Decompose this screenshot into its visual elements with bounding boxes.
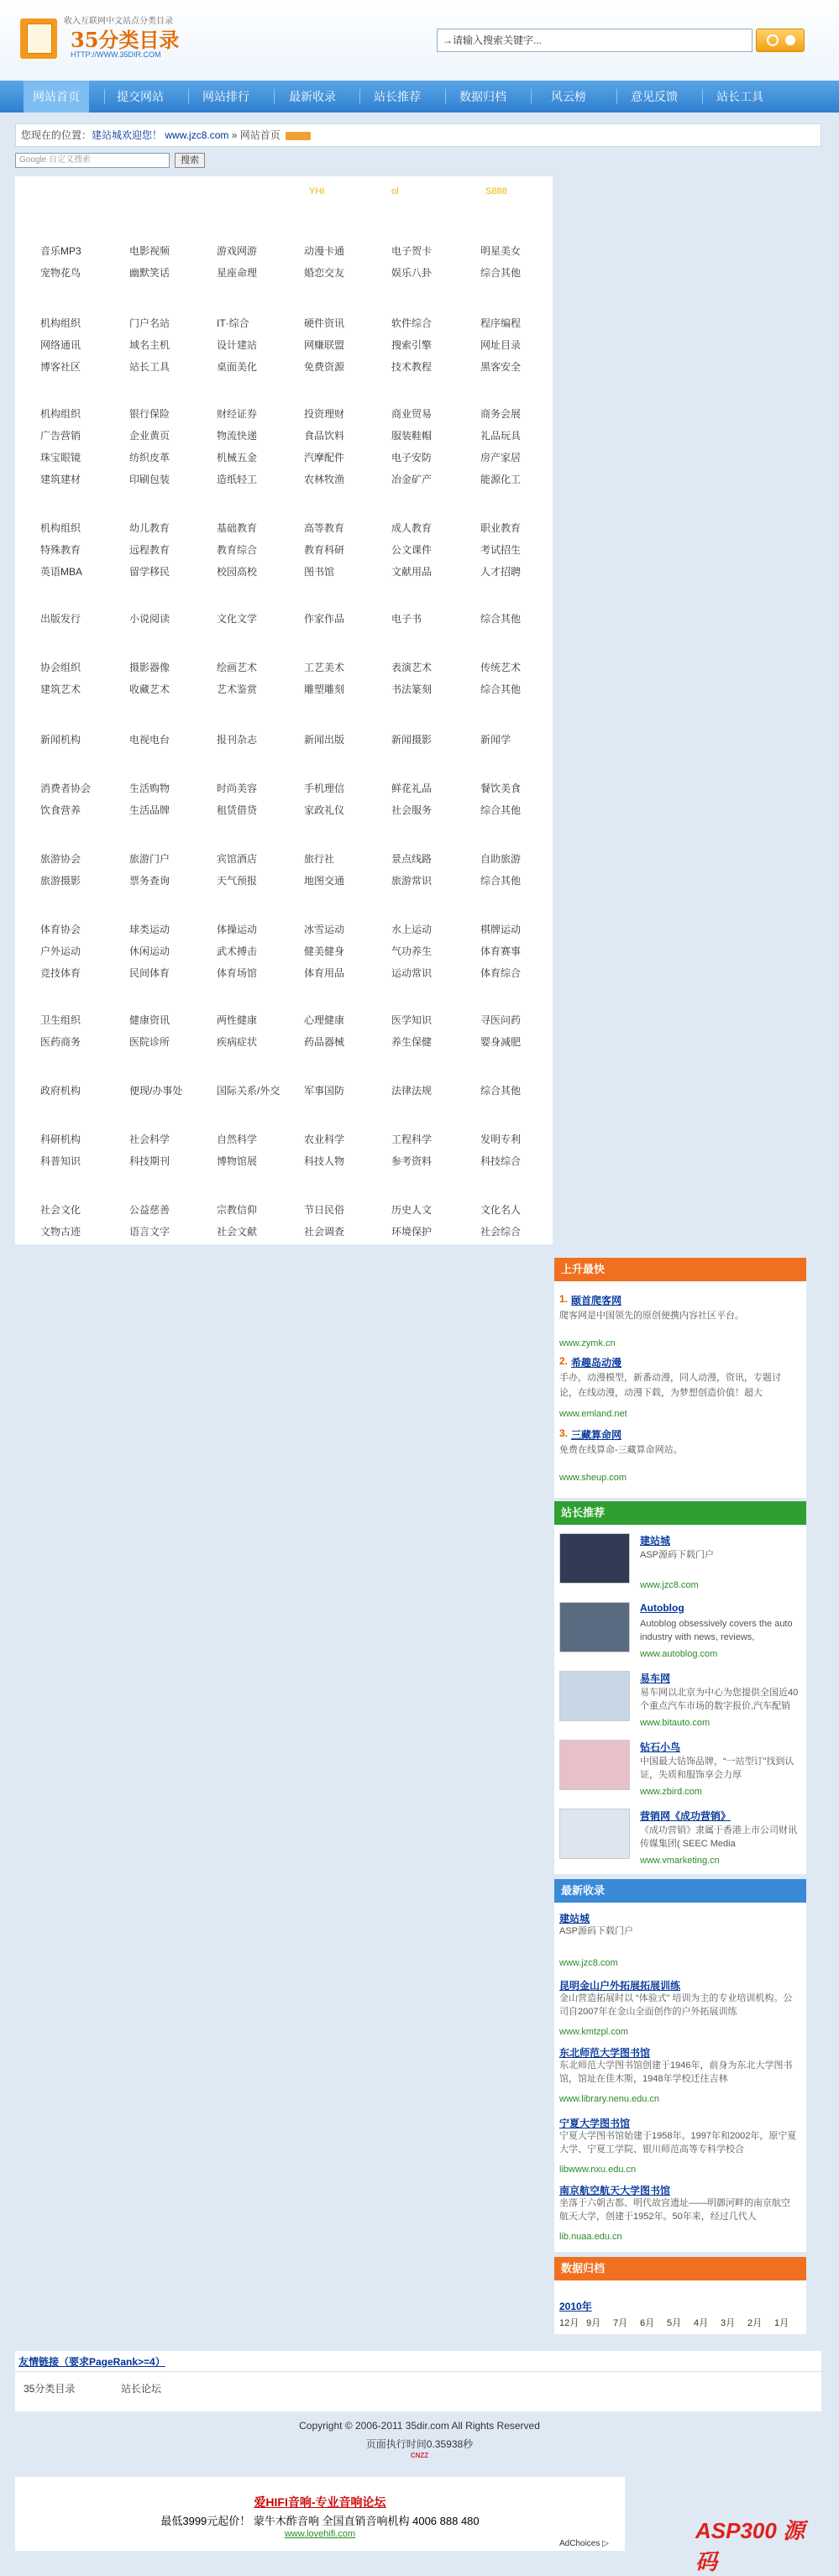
site-thumbnail[interactable] (559, 1533, 630, 1584)
category-link[interactable]: 工程科学 (391, 1134, 433, 1145)
category-link[interactable]: 法律法规 (391, 1085, 433, 1097)
recommend-site-desc: 易车网以北京为中心为您提供全国近40个重点汽车市场的数字报价,汽车配销 (640, 1688, 799, 1711)
category-link[interactable]: 公文课件 (391, 544, 433, 556)
category-link[interactable]: 黑客安全 (480, 361, 522, 373)
category-link[interactable]: 雕塑雕刻 (304, 683, 345, 695)
category-link[interactable]: 综合其他 (480, 804, 522, 816)
latest-site-desc: 坐落于六朝古都、明代故宫遗址——明御河畔的南京航空航天大学，创建于1952年。50年来，经过几代人 (559, 2198, 790, 2222)
category-link[interactable]: 科研机构 (40, 1134, 81, 1145)
breadcrumb-site[interactable]: 建站城欢迎您！ (92, 129, 163, 141)
archive-month-link[interactable]: 6月 (640, 2318, 655, 2328)
top-link[interactable]: S888 (485, 186, 507, 196)
category-link[interactable]: 养生保健 (391, 1036, 433, 1048)
category-link[interactable]: 小说阅读 (129, 613, 170, 625)
top-links (15, 186, 553, 200)
rss-badge[interactable] (286, 132, 311, 140)
friend-link[interactable]: 站长论坛 (121, 2383, 162, 2395)
category-link[interactable]: 造纸轻工 (217, 474, 258, 485)
category-link[interactable]: 手机理信 (304, 783, 345, 794)
archive-month-link[interactable]: 9月 (586, 2318, 601, 2328)
category-link[interactable]: 游戏网游 (217, 245, 258, 257)
category-link[interactable]: 社会综合 (480, 1226, 522, 1238)
category-link[interactable]: 家政礼仪 (304, 804, 345, 816)
nav-tools[interactable]: 站长工具 (716, 90, 763, 103)
recommend-title: 站长推荐 (554, 1501, 806, 1525)
category-link[interactable]: 药品器械 (304, 1036, 345, 1048)
category-link[interactable]: 技术教程 (391, 361, 433, 373)
copyright: Copyright © 2006-2011 35dir.com All Rights Reserved (299, 2420, 540, 2432)
category-link[interactable]: 科技综合 (480, 1155, 522, 1167)
category-link[interactable]: 搜索引擎 (391, 339, 433, 351)
site-logo[interactable] (20, 12, 188, 67)
category-link[interactable]: 体育协会 (40, 924, 81, 935)
category-link[interactable]: 网络通讯 (40, 339, 81, 351)
category-link[interactable]: 博物馆展 (217, 1155, 258, 1167)
category-link[interactable]: 博客社区 (40, 361, 81, 373)
category-link[interactable]: 娱乐八卦 (391, 267, 433, 279)
recommend-site-url[interactable]: www.vmarketing.cn (640, 1856, 720, 1866)
category-link[interactable]: 建筑建材 (40, 474, 81, 485)
category-link[interactable]: 印刷包装 (129, 474, 170, 485)
category-link[interactable]: 旅游摄影 (40, 875, 81, 887)
category-link[interactable]: 心理健康 (304, 1014, 345, 1026)
category-link[interactable]: 文化文学 (217, 613, 258, 625)
recommend-site-link[interactable]: 营销网《成功营销》 (640, 1810, 732, 1822)
category-link[interactable]: 环境保护 (391, 1226, 433, 1238)
category-link[interactable]: 宗教信仰 (217, 1204, 258, 1216)
logo-name: 35分类目录 (71, 28, 180, 52)
category-link[interactable]: 社会调查 (304, 1226, 345, 1238)
nav-ranking[interactable]: 网站排行 (202, 90, 249, 103)
category-link[interactable]: 明星美女 (480, 245, 522, 257)
category-link[interactable]: 免费资源 (304, 361, 345, 373)
latest-title: 最新收录 (554, 1879, 806, 1903)
category-link[interactable]: 艺术鉴赏 (217, 683, 258, 695)
breadcrumb-url[interactable]: www.jzc8.com (165, 129, 229, 141)
recommend-site-desc: Autoblog obsessively covers the auto industry with news, reviews, (640, 1619, 793, 1642)
logo-slogan: 收入互联网中文站点分类目录 (64, 17, 173, 26)
category-link[interactable]: 民间体育 (129, 967, 170, 979)
category-link[interactable]: 运动常识 (391, 967, 433, 979)
category-link[interactable]: 自然科学 (217, 1134, 258, 1145)
category-link[interactable]: 综合其他 (480, 267, 522, 279)
nav-archive[interactable]: 数据归档 (459, 90, 506, 103)
cnzz-badge[interactable]: CNZZ (410, 2452, 429, 2459)
recommend-site-url[interactable]: www.autoblog.com (640, 1649, 718, 1659)
recommend-site-link[interactable]: Autoblog (640, 1602, 684, 1614)
recommend-site-desc: 《成功营销》隶属于香港上市公司财讯传媒集团( SEEC Media (640, 1825, 797, 1849)
site-thumbnail[interactable] (559, 1809, 630, 1859)
nav-divider (274, 89, 275, 104)
category-link[interactable]: 体操运动 (217, 924, 258, 935)
category-link[interactable]: 商务会展 (480, 408, 522, 420)
nav-divider (445, 89, 446, 104)
category-link[interactable]: 竞技体育 (40, 967, 81, 979)
latest-site-url[interactable]: www.library.nenu.edu.cn (559, 2094, 660, 2104)
top-link[interactable]: YHI (309, 186, 325, 196)
rank-number: 1. (559, 1293, 569, 1305)
exec-time: 页面执行时间0.35938秒 (365, 2438, 474, 2450)
category-link[interactable]: 动漫卡通 (304, 245, 345, 257)
archive-month-link[interactable]: 7月 (613, 2318, 628, 2328)
category-link[interactable]: 健美健身 (304, 945, 345, 957)
category-link[interactable]: 医药商务 (40, 1036, 81, 1048)
category-link[interactable]: 教育科研 (304, 544, 345, 556)
search-input[interactable]: →请输入搜索关键字... (437, 29, 752, 52)
site-thumbnail[interactable] (559, 1740, 630, 1790)
category-link[interactable]: 校园高校 (217, 566, 258, 578)
category-link[interactable]: 历史人文 (391, 1204, 433, 1216)
category-link[interactable]: 考试招生 (480, 544, 522, 556)
friend-links (15, 2351, 821, 2411)
category-link[interactable]: 广告营销 (40, 430, 81, 442)
category-link[interactable]: 幽默笑话 (129, 267, 170, 279)
category-link[interactable]: 纺织皮革 (129, 452, 170, 463)
category-link[interactable]: 旅游常识 (391, 875, 433, 887)
category-link[interactable]: 综合其他 (480, 1085, 522, 1097)
category-link[interactable]: 成人教育 (391, 522, 433, 534)
main-nav (0, 81, 839, 113)
rising-site-link[interactable]: 三藏算命网 (571, 1429, 622, 1441)
rising-site-link[interactable]: 希趣岛动漫 (571, 1357, 622, 1369)
friend-links-title: 友情链接（要求PageRank>=4） (18, 2356, 165, 2368)
category-link[interactable]: 综合其他 (480, 613, 522, 625)
rising-title: 上升最快 (554, 1258, 806, 1281)
rank-number: 2. (559, 1355, 569, 1367)
site-thumbnail[interactable] (559, 1671, 630, 1721)
nav-recommend[interactable]: 站长推荐 (374, 90, 421, 103)
category-link[interactable]: 地图交通 (304, 875, 345, 887)
google-search-input[interactable]: Google 自定义搜索 (15, 153, 170, 168)
category-link[interactable]: 教育综合 (217, 544, 258, 556)
category-link[interactable]: 机构组织 (40, 408, 81, 420)
category-link[interactable]: 科普知识 (40, 1155, 81, 1167)
category-link[interactable]: 棋牌运动 (480, 924, 522, 935)
archive-month-link[interactable]: 3月 (721, 2318, 736, 2328)
category-link[interactable]: 投资理财 (304, 408, 345, 420)
latest-site-url[interactable]: www.jzc8.com (559, 1958, 618, 1968)
category-link[interactable]: 疾病症状 (217, 1036, 258, 1048)
category-link[interactable]: 硬件资讯 (304, 317, 345, 329)
breadcrumb (15, 123, 821, 147)
rising-site-desc: 手办，动漫模型，新番动漫，同人动漫，资讯，专题讨论，在线动漫，动漫下载，为梦想创造价值！超大 (559, 1373, 781, 1398)
recommend-site-url[interactable]: www.zbird.com (640, 1787, 702, 1797)
category-link[interactable]: 作家作品 (304, 613, 345, 625)
category-link[interactable]: 宠物花鸟 (40, 267, 81, 279)
category-link[interactable]: 农林牧渔 (304, 474, 345, 485)
category-link[interactable]: 特殊教育 (40, 544, 81, 556)
latest-site-desc: 金山营造拓展时以 “体验式” 培训为主的专业培训机构。公司自2007年在金山全面创作的户外拓展训练 (559, 1993, 793, 2017)
category-link[interactable]: 电子贺卡 (391, 245, 433, 257)
category-link[interactable]: 收藏艺术 (129, 683, 170, 695)
latest-site-link[interactable]: 宁夏大学图书馆 (559, 2118, 631, 2129)
category-link[interactable]: 旅行社 (304, 853, 335, 865)
nav-divider (616, 89, 617, 104)
rising-site-url[interactable]: www.zymk.cn (559, 1338, 616, 1348)
category-link[interactable]: 远程教育 (129, 544, 170, 556)
category-link[interactable]: 传统艺术 (480, 662, 522, 673)
category-link[interactable]: 休闲运动 (129, 945, 170, 957)
category-link[interactable]: 政府机构 (40, 1085, 81, 1097)
rising-site-url[interactable]: www.sheup.com (559, 1473, 627, 1483)
ad-url[interactable]: www.lovehifi.com (284, 2529, 356, 2539)
category-link[interactable]: 设计建站 (217, 339, 258, 351)
category-link[interactable]: 便现/办事处 (129, 1085, 183, 1097)
category-link[interactable]: 新闻机构 (40, 734, 81, 746)
search-button[interactable] (756, 29, 805, 52)
category-link[interactable]: 报刊杂志 (217, 734, 258, 746)
category-link[interactable]: 水上运动 (391, 924, 433, 935)
category-link[interactable]: 体育综合 (480, 967, 522, 979)
category-link[interactable]: 气功养生 (391, 945, 433, 957)
archive-title: 数据归档 (554, 2257, 806, 2280)
category-link[interactable]: 国际关系/外交 (217, 1085, 281, 1097)
category-link[interactable]: 冰雪运动 (304, 924, 345, 935)
category-link[interactable]: 表演艺术 (391, 662, 433, 673)
divider (15, 2371, 821, 2372)
nav-divider (104, 89, 105, 104)
category-link[interactable]: 鲜花礼品 (391, 783, 433, 794)
category-link[interactable]: 房产家居 (480, 452, 522, 463)
category-link[interactable]: 参考资料 (391, 1155, 433, 1167)
category-link[interactable]: 新闻学 (480, 734, 511, 746)
archive-month-link[interactable]: 2月 (747, 2318, 763, 2328)
category-link[interactable]: 基础教育 (217, 522, 258, 534)
asp300-text: ASP300 源码 (695, 2518, 805, 2574)
category-link[interactable]: IT·综合 (217, 317, 249, 329)
latest-site-link[interactable]: 南京航空航天大学图书馆 (559, 2185, 671, 2196)
google-search-button[interactable]: 搜索 (175, 153, 205, 168)
nav-submit[interactable]: 提交网站 (117, 90, 164, 103)
adchoices-link[interactable]: AdChoices ▷ (559, 2539, 609, 2548)
category-link[interactable]: 科技期刊 (129, 1155, 170, 1167)
category-link[interactable]: 宾馆酒店 (217, 853, 258, 865)
category-link[interactable]: 餐饮美食 (480, 783, 522, 794)
category-link[interactable]: 摄影器像 (129, 662, 170, 673)
category-link[interactable]: 电子书 (391, 613, 422, 625)
category-link[interactable]: 站长工具 (129, 361, 170, 373)
category-link[interactable]: 机构组织 (40, 317, 81, 329)
category-link[interactable]: 网址目录 (480, 339, 522, 351)
recommend-site-url[interactable]: www.bitauto.com (640, 1718, 711, 1728)
ad-headline[interactable]: 爱HIFI音响-专业音响论坛 (254, 2495, 386, 2509)
latest-site-desc: ASP源码下载门户 (559, 1926, 634, 1936)
friend-link[interactable]: 35分类目录 (24, 2383, 76, 2395)
category-link[interactable]: 能源化工 (480, 474, 522, 485)
category-link[interactable]: 门户名站 (129, 317, 170, 329)
ad-text: 最低3999元起价！ 蒙牛木酢音响 全国直销音响机构 4006 888 480 (160, 2515, 480, 2527)
recommend-site-link[interactable]: 钻石小鸟 (640, 1741, 681, 1753)
category-link[interactable]: 冶金矿产 (391, 474, 433, 485)
category-link[interactable]: 协会组织 (40, 662, 81, 673)
nav-latest[interactable]: 最新收录 (289, 90, 336, 103)
category-link[interactable]: 文献用品 (391, 566, 433, 578)
category-link[interactable]: 体育赛事 (480, 945, 522, 957)
category-link[interactable]: 音乐MP3 (40, 245, 81, 257)
category-link[interactable]: 电影视频 (129, 245, 170, 257)
category-link[interactable]: 旅游门户 (129, 853, 170, 865)
nav-divider (188, 89, 189, 104)
archive-month-link[interactable]: 4月 (694, 2318, 709, 2328)
rising-site-url[interactable]: www.emland.net (559, 1409, 627, 1419)
category-link[interactable]: 高等教育 (304, 522, 345, 534)
category-link[interactable]: 社会科学 (129, 1134, 170, 1145)
nav-divider (531, 89, 532, 104)
breadcrumb-current: 网站首页 (239, 129, 281, 141)
nav-top[interactable]: 风云榜 (551, 90, 586, 103)
recommend-site-desc: 中国最大钻饰品牌，“一站型订”找到认证，失质和服饰享会力厚 (640, 1757, 794, 1780)
category-link[interactable]: 财经证券 (217, 408, 258, 420)
latest-site-desc: 宁夏大学图书馆始建于1958年。1997年和2002年，原宁夏大学、宁夏工学院、银川师范高等专科学校合 (559, 2131, 797, 2155)
category-link[interactable]: 星座命理 (217, 267, 258, 279)
category-link[interactable]: 网赚联盟 (304, 339, 345, 351)
category-link[interactable]: 发明专利 (480, 1134, 522, 1145)
category-link[interactable]: 婴身减肥 (480, 1036, 522, 1048)
category-link[interactable]: 软件综合 (391, 317, 433, 329)
archive-year[interactable]: 2010年 (559, 2301, 592, 2312)
category-link[interactable]: 食品饮料 (304, 430, 345, 442)
category-link[interactable]: 桌面美化 (217, 361, 258, 373)
category-link[interactable]: 天气预报 (217, 875, 258, 887)
category-link[interactable]: 时尚美容 (217, 783, 258, 794)
category-link[interactable]: 消费者协会 (40, 783, 92, 794)
asp300-logo[interactable] (695, 2507, 821, 2574)
category-link[interactable]: 服装鞋帽 (391, 430, 433, 442)
category-link[interactable]: 综合其他 (480, 875, 522, 887)
category-link[interactable]: 公益慈善 (129, 1204, 170, 1216)
nav-divider (359, 89, 360, 104)
category-link[interactable]: 图书馆 (304, 566, 335, 578)
latest-site-link[interactable]: 昆明金山户外拓展拓展训练 (559, 1980, 681, 1992)
category-link[interactable]: 新闻摄影 (391, 734, 433, 746)
category-link[interactable]: 医学知识 (391, 1014, 433, 1026)
category-link[interactable]: 英语MBA (40, 566, 83, 578)
latest-site-link[interactable]: 建站城 (559, 1913, 590, 1924)
latest-site-link[interactable]: 东北师范大学图书馆 (559, 2047, 651, 2059)
category-link[interactable]: 机构组织 (40, 522, 81, 534)
category-link[interactable]: 银行保险 (129, 408, 170, 420)
category-link[interactable]: 出版发行 (40, 613, 81, 625)
category-link[interactable]: 自助旅游 (480, 853, 522, 865)
category-link[interactable]: 生活购物 (129, 783, 170, 794)
category-link[interactable]: 寻医问药 (480, 1014, 522, 1026)
category-link[interactable]: 租赁借贷 (217, 804, 258, 816)
archive-month-link[interactable]: 5月 (667, 2318, 682, 2328)
category-link[interactable]: 军事国防 (304, 1085, 345, 1097)
category-link[interactable]: 汽摩配件 (304, 452, 345, 463)
category-link[interactable]: 景点线路 (391, 853, 433, 865)
category-link[interactable]: 两性健康 (217, 1014, 258, 1026)
category-link[interactable]: 工艺美术 (304, 662, 345, 673)
category-link[interactable]: 医院诊所 (129, 1036, 170, 1048)
category-link[interactable]: 文化名人 (480, 1204, 522, 1216)
nav-feedback[interactable]: 意见反馈 (631, 90, 678, 103)
category-link[interactable]: 婚恋交友 (304, 267, 345, 279)
category-link[interactable]: 幼儿教育 (129, 522, 170, 534)
logo-url: HTTP://WWW.35DIR.COM (71, 50, 161, 59)
rising-site-desc: 免费在线算命-三藏算命网站。 (559, 1445, 683, 1455)
book-icon (20, 18, 57, 59)
breadcrumb-prefix: 您现在的位置： (21, 129, 92, 141)
category-link[interactable]: 社会文化 (40, 1204, 81, 1216)
category-link[interactable]: 电子安防 (391, 452, 433, 463)
rising-site-desc: 爬客网是中国领先的原创便携内容社区平台。 (559, 1311, 744, 1321)
category-link[interactable]: 域名主机 (129, 339, 170, 351)
category-link[interactable]: 机械五金 (217, 452, 258, 463)
site-header (0, 0, 839, 81)
category-link[interactable]: 新闻出版 (304, 734, 345, 746)
category-link[interactable]: 语言文字 (129, 1226, 170, 1238)
category-link[interactable]: 户外运动 (40, 945, 81, 957)
category-link[interactable]: 节日民俗 (304, 1204, 345, 1216)
ad-banner[interactable] (15, 2477, 625, 2551)
category-link[interactable]: 旅游协会 (40, 853, 81, 865)
category-link[interactable]: 人才招聘 (480, 566, 522, 578)
archive-month-link[interactable]: 12月 (559, 2318, 579, 2328)
category-link[interactable]: 物流快递 (217, 430, 258, 442)
category-link[interactable]: 程序编程 (480, 317, 522, 329)
archive-month-link[interactable]: 1月 (774, 2318, 789, 2328)
latest-site-url[interactable]: libwww.nxu.edu.cn (559, 2165, 637, 2175)
recommend-site-link[interactable]: 易车网 (640, 1673, 671, 1684)
latest-site-desc: 东北师范大学图书馆创建于1946年，前身为东北大学图书馆，馆址在佳木斯，1948年学校迁往吉林 (559, 2060, 793, 2084)
category-link[interactable]: 卫生组织 (40, 1014, 81, 1026)
category-link[interactable]: 生活品牌 (129, 804, 170, 816)
category-link[interactable]: 球类运动 (129, 924, 170, 935)
top-link[interactable]: ol (391, 186, 399, 196)
category-link[interactable]: 商业贸易 (391, 408, 433, 420)
nav-home[interactable]: 网站首页 (24, 81, 89, 113)
category-link[interactable]: 社会服务 (391, 804, 433, 816)
latest-site-url[interactable]: lib.nuaa.edu.cn (559, 2232, 622, 2242)
category-link[interactable]: 绘画艺术 (217, 662, 258, 673)
category-link[interactable]: 文物古迹 (40, 1226, 81, 1238)
latest-site-url[interactable]: www.kmtzpl.com (559, 2027, 628, 2037)
nav-divider (702, 89, 703, 104)
category-link[interactable]: 社会文献 (217, 1226, 258, 1238)
category-link[interactable]: 建筑艺术 (40, 683, 81, 695)
category-link[interactable]: 企业黄页 (129, 430, 170, 442)
rising-site-link[interactable]: 颐首爬客网 (571, 1295, 622, 1306)
category-link[interactable]: 健康资讯 (129, 1014, 170, 1026)
category-link[interactable]: 综合其他 (480, 683, 522, 695)
recommend-site-link[interactable]: 建站城 (640, 1535, 671, 1547)
category-link[interactable]: 珠宝眼镜 (40, 452, 81, 463)
category-link[interactable]: 票务查询 (129, 875, 170, 887)
rank-number: 3. (559, 1427, 569, 1439)
category-link[interactable]: 饮食营养 (40, 804, 81, 816)
category-link[interactable]: 武术搏击 (217, 945, 258, 957)
category-link[interactable]: 礼品玩具 (480, 430, 522, 442)
category-link[interactable]: 书法篆刻 (391, 683, 433, 695)
site-thumbnail[interactable] (559, 1602, 630, 1652)
recommend-site-url[interactable]: www.jzc8.com (640, 1580, 699, 1590)
category-link[interactable]: 科技人物 (304, 1155, 345, 1167)
category-link[interactable]: 农业科学 (304, 1134, 345, 1145)
category-link[interactable]: 电视电台 (129, 734, 170, 746)
category-link[interactable]: 体育用品 (304, 967, 345, 979)
breadcrumb-sep: » (228, 129, 240, 141)
recommend-site-desc: ASP源码下载门户 (640, 1550, 715, 1560)
category-link[interactable]: 体育场馆 (217, 967, 258, 979)
category-link[interactable]: 留学移民 (129, 566, 170, 578)
category-link[interactable]: 职业教育 (480, 522, 522, 534)
